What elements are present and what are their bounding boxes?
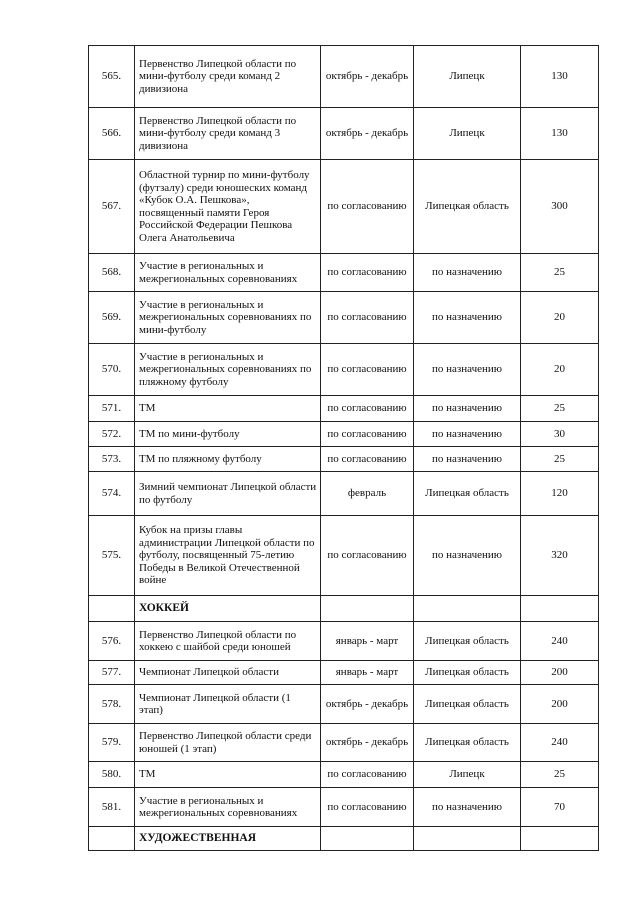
- event-date: по согласованию: [321, 422, 414, 447]
- event-place: по назначению: [414, 254, 521, 292]
- event-date: по согласованию: [321, 447, 414, 472]
- row-number: 566.: [89, 108, 135, 160]
- event-date: октябрь - декабрь: [321, 108, 414, 160]
- event-name: Первенство Липецкой области среди юношей (1 этап): [135, 724, 321, 762]
- table-row: [89, 46, 599, 108]
- section-place-cell: [414, 827, 521, 851]
- event-place: Липецкая область: [414, 685, 521, 724]
- participant-count: 200: [521, 661, 599, 685]
- participant-count: 300: [521, 160, 599, 254]
- events-table: [88, 45, 599, 851]
- event-place: Липецкая область: [414, 160, 521, 254]
- table-row: [89, 516, 599, 596]
- row-number: 568.: [89, 254, 135, 292]
- participant-count: 25: [521, 447, 599, 472]
- event-place: Липецкая область: [414, 724, 521, 762]
- row-number: 579.: [89, 724, 135, 762]
- event-name: Областной турнир по мини-футболу (футзалу) среди юношеских команд «Кубок О.А. Пешкова», посвященный памяти Героя Российской Федерации Пешкова Олега Анатольевича: [135, 160, 321, 254]
- event-place: по назначению: [414, 292, 521, 344]
- event-date: октябрь - декабрь: [321, 46, 414, 108]
- participant-count: 25: [521, 254, 599, 292]
- section-count-cell: [521, 827, 599, 851]
- event-name: Участие в региональных и межрегиональных соревнованиях по мини-футболу: [135, 292, 321, 344]
- table-row: [89, 254, 599, 292]
- event-name: ТМ по мини-футболу: [135, 422, 321, 447]
- section-count-cell: [521, 596, 599, 622]
- event-name: Кубок на призы главы администрации Липецкой области по футболу, посвященный 75-летию Победы в Великой Отечественной войне: [135, 516, 321, 596]
- event-place: по назначению: [414, 788, 521, 827]
- table-row: [89, 472, 599, 516]
- section-date-cell: [321, 827, 414, 851]
- event-name: Участие в региональных и межрегиональных соревнованиях: [135, 788, 321, 827]
- participant-count: 240: [521, 622, 599, 661]
- section-num-cell: [89, 827, 135, 851]
- section-row: [89, 596, 599, 622]
- event-place: Липецкая область: [414, 661, 521, 685]
- row-number: 569.: [89, 292, 135, 344]
- event-date: по согласованию: [321, 292, 414, 344]
- event-name: ТМ: [135, 762, 321, 788]
- participant-count: 240: [521, 724, 599, 762]
- event-place: Липецк: [414, 46, 521, 108]
- event-date: по согласованию: [321, 254, 414, 292]
- participant-count: 25: [521, 396, 599, 422]
- event-name: Участие в региональных и межрегиональных соревнованиях по пляжному футболу: [135, 344, 321, 396]
- event-name: Первенство Липецкой области по мини-футболу среди команд 2 дивизиона: [135, 46, 321, 108]
- section-num-cell: [89, 596, 135, 622]
- section-place-cell: [414, 596, 521, 622]
- participant-count: 120: [521, 472, 599, 516]
- row-number: 581.: [89, 788, 135, 827]
- event-date: октябрь - декабрь: [321, 724, 414, 762]
- table-row: [89, 160, 599, 254]
- participant-count: 200: [521, 685, 599, 724]
- row-number: 574.: [89, 472, 135, 516]
- event-date: январь - март: [321, 661, 414, 685]
- participant-count: 130: [521, 108, 599, 160]
- event-name: Чемпионат Липецкой области (1 этап): [135, 685, 321, 724]
- table-row: [89, 661, 599, 685]
- table-row: [89, 788, 599, 827]
- event-place: Липецк: [414, 108, 521, 160]
- event-place: по назначению: [414, 516, 521, 596]
- event-date: по согласованию: [321, 160, 414, 254]
- row-number: 567.: [89, 160, 135, 254]
- event-place: Липецк: [414, 762, 521, 788]
- participant-count: 130: [521, 46, 599, 108]
- row-number: 577.: [89, 661, 135, 685]
- event-name: Чемпионат Липецкой области: [135, 661, 321, 685]
- row-number: 571.: [89, 396, 135, 422]
- row-number: 570.: [89, 344, 135, 396]
- table-row: [89, 762, 599, 788]
- event-name: Участие в региональных и межрегиональных соревнованиях: [135, 254, 321, 292]
- participant-count: 20: [521, 292, 599, 344]
- table-row: [89, 685, 599, 724]
- row-number: 575.: [89, 516, 135, 596]
- table-row: [89, 622, 599, 661]
- table-row: [89, 422, 599, 447]
- section-date-cell: [321, 596, 414, 622]
- event-place: Липецкая область: [414, 622, 521, 661]
- event-date: по согласованию: [321, 344, 414, 396]
- event-name: Зимний чемпионат Липецкой области по футболу: [135, 472, 321, 516]
- event-place: по назначению: [414, 396, 521, 422]
- table-row: [89, 292, 599, 344]
- participant-count: 70: [521, 788, 599, 827]
- participant-count: 30: [521, 422, 599, 447]
- event-place: по назначению: [414, 344, 521, 396]
- events-table-body: [89, 46, 599, 851]
- table-row: [89, 344, 599, 396]
- event-name: Первенство Липецкой области по хоккею с шайбой среди юношей: [135, 622, 321, 661]
- event-place: по назначению: [414, 447, 521, 472]
- event-date: январь - март: [321, 622, 414, 661]
- event-date: по согласованию: [321, 396, 414, 422]
- participant-count: 25: [521, 762, 599, 788]
- section-title: ХОККЕЙ: [135, 596, 321, 622]
- section-row: [89, 827, 599, 851]
- row-number: 565.: [89, 46, 135, 108]
- participant-count: 20: [521, 344, 599, 396]
- row-number: 580.: [89, 762, 135, 788]
- table-row: [89, 724, 599, 762]
- row-number: 576.: [89, 622, 135, 661]
- event-date: октябрь - декабрь: [321, 685, 414, 724]
- section-title: ХУДОЖЕСТВЕННАЯ: [135, 827, 321, 851]
- table-row: [89, 108, 599, 160]
- row-number: 573.: [89, 447, 135, 472]
- event-date: по согласованию: [321, 516, 414, 596]
- event-place: Липецкая область: [414, 472, 521, 516]
- event-date: февраль: [321, 472, 414, 516]
- row-number: 578.: [89, 685, 135, 724]
- table-row: [89, 396, 599, 422]
- event-place: по назначению: [414, 422, 521, 447]
- event-name: ТМ по пляжному футболу: [135, 447, 321, 472]
- event-name: Первенство Липецкой области по мини-футболу среди команд 3 дивизиона: [135, 108, 321, 160]
- event-date: по согласованию: [321, 762, 414, 788]
- participant-count: 320: [521, 516, 599, 596]
- event-name: ТМ: [135, 396, 321, 422]
- row-number: 572.: [89, 422, 135, 447]
- table-row: [89, 447, 599, 472]
- event-date: по согласованию: [321, 788, 414, 827]
